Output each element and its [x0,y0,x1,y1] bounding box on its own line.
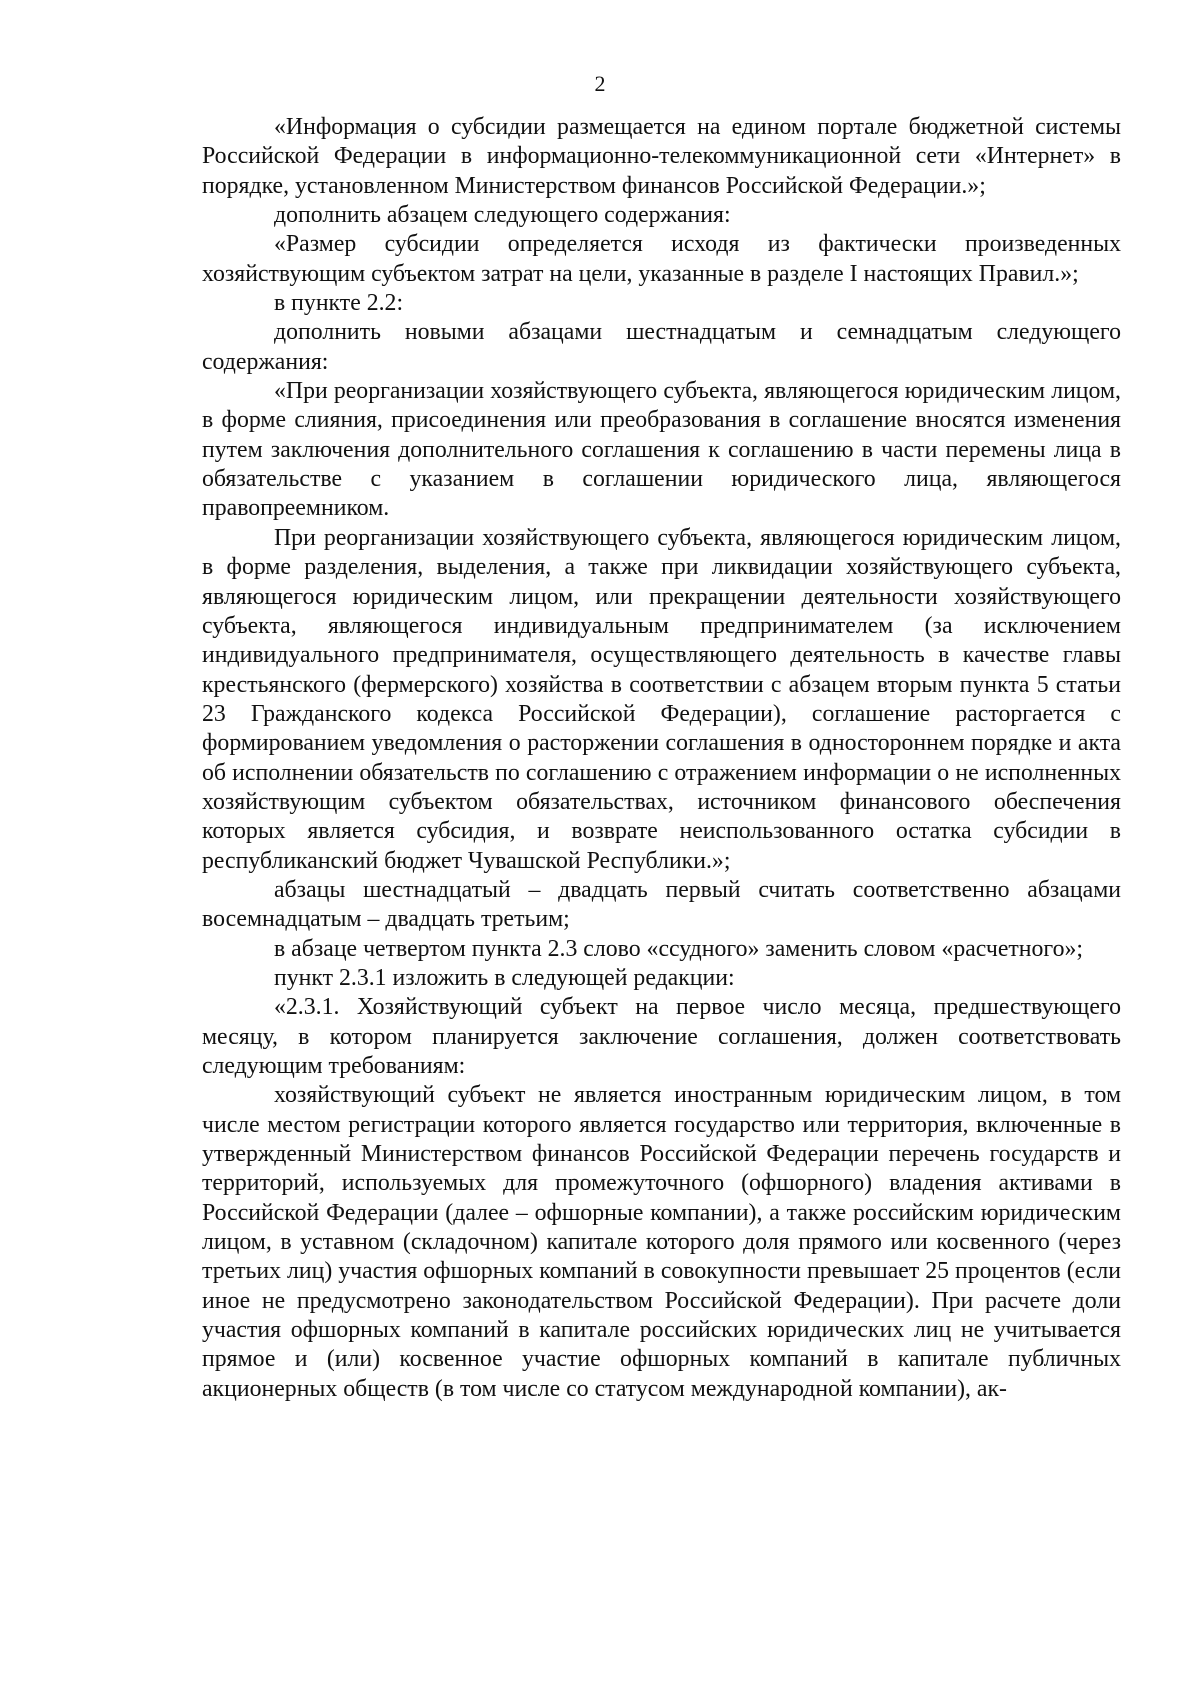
paragraph-reorganization-merger: «При реорганизации хозяйствующего субъекта, являющегося юридическим лицом, в форме слияния, присоединения или преобразования в соглашение вносятся изменения путем заключения дополнительного соглашения к соглашению в части перемены лица в обязательстве с указанием в соглашении юридического лица, являющегося правопреемником. [202,378,1121,522]
paragraph-point-2-3-1-text: «2.3.1. Хозяйствующий субъект на первое число месяца, предшествующего месяцу, в котором планируется заключение соглашения, должен соответствовать следующим требованиям: [202,994,1121,1079]
paragraph-add-new-abzacs: дополнить новыми абзацами шестнадцатым и семнадцатым следующего содержания: [202,319,1121,375]
page-number: 2 [594,71,606,96]
paragraph-subsidy-size: «Размер субсидии определяется исходя из фактически произведенных хозяйствующим субъектом затрат на цели, указанные в разделе I настоящих Правил.»; [202,231,1121,287]
paragraph-point-2-3-word-replace: в абзаце четвертом пункта 2.3 слово «ссудного» заменить словом «расчетного»; [274,935,1084,962]
paragraph-point-2-2: в пункте 2.2: [274,290,404,317]
paragraph-point-2-3-1-intro: пункт 2.3.1 изложить в следующей редакции: [274,964,735,991]
paragraph-offshore-requirement: хозяйствующий субъект не является иностранным юридическим лицом, в том числе местом регистрации которого является государство или территория, включенные в утвержденный Министерством финансов Российской Федерации перечень государств и территорий, используемых для промежуточного (офшорного) владения активами в Российской Федерации (далее – офшорные компании), а также российским юридическим лицом, в уставном (складочном) капитале которого доля прямого или косвенного (через третьих лиц) участия офшорных компаний в совокупности превышает 25 процентов (если иное не предусмотрено законодательством Российской Федерации). При расчете доли участия офшорных компаний в капитале российских юридических лиц не учитывается прямое и (или) косвенное участие офшорных компаний в капитале публичных акционерных обществ (в том числе со статусом международной компании), ак- [202,1082,1121,1402]
document-body [202,113,1121,1404]
paragraph-renumbering: абзацы шестнадцатый – двадцать первый считать соответственно абзацами восемнадцатым – двадцать третьим; [202,876,1121,933]
paragraph-add-abzac: дополнить абзацем следующего содержания: [274,202,731,229]
paragraph-reorganization-division: При реорганизации хозяйствующего субъекта, являющегося юридическим лицом, в форме разделения, выделения, а также при ликвидации хозяйствующего субъекта, являющегося юридическим лицом, или прекращении деятельности хозяйствующего субъекта, являющегося индивидуальным предпринимателем (за исключением индивидуального предпринимателя, осуществляющего деятельность в качестве главы крестьянского (фермерского) хозяйства в соответствии с абзацем вторым пункта 5 статьи 23 Гражданского кодекса Российской Федерации), соглашение расторгается с формированием уведомления о расторжении соглашения в одностороннем порядке и акта об исполнении обязательств по соглашению с отражением информации о не исполненных хозяйствующим субъектом обязательствах, источником финансового обеспечения которых является субсидия, и возврате неиспользованного остатка субсидии в республиканский бюджет Чувашской Республики.»; [202,524,1121,874]
paragraph-subsidy-info: «Информация о субсидии размещается на едином портале бюджетной системы Российской Федерации в информационно-телекоммуникационной сети «Интернет» в порядке, установленном Министерством финансов Российской Федерации.»; [202,114,1121,199]
